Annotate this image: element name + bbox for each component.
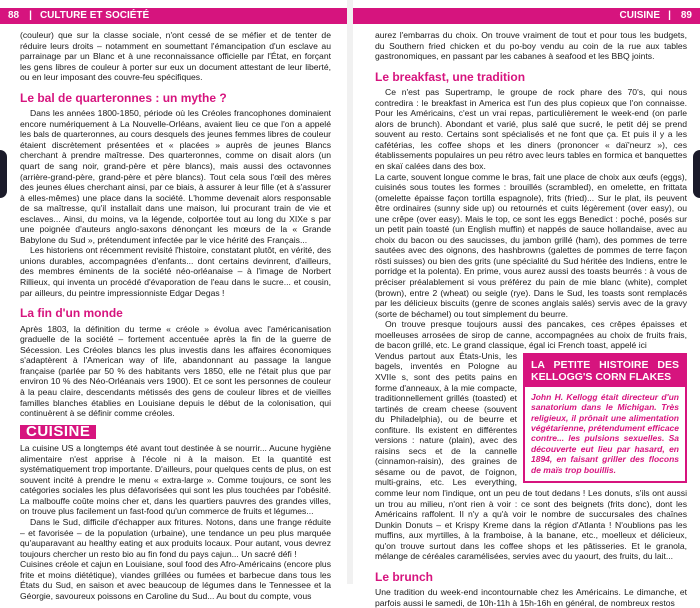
section-heading: Le breakfast, une tradition (375, 69, 526, 84)
paragraph: (couleur) que sur la classe sociale, n'ont cessé de se méfier et de tenter de réduire leurs droits – notamment en soumettant l'émancipation d'un esclave au parrainage par un Blanc et à une reconnaissance officielle par l'État, en forçant les gens libres de couleur à porter sur eux un document attestant de leur liberté, ou en leur imposant des couvre-feu spécifiques. (20, 30, 331, 83)
left-page-column (20, 30, 331, 601)
paragraph: Les historiens ont récemment revisité l'histoire, constatant plutôt, en vérité, des unions durables, accompagnées d'enfants... dont certains devinrent, d'ailleurs, des membres éminents de la société néo-orléanaise – à l'image de Norbert Rillieux, qui inventa un procédé d'évaporation de l'eau dans le sucre... et cousin, par ailleurs, du peintre impressionniste Edgar Degas ! (20, 245, 331, 298)
left-page-number: 88 (8, 10, 20, 21)
paragraph: Vendus partout aux États-Unis, les bagels, inventés en Pologne au XVIIe s, sont des petits pains en forme d'anneaux, à la mie compacte, traditionnellement grillés (toasted) et tartinés de cream cheese (souvent du Philadelphia), ou de beurre et confiture. Ils existent en différentes versions : nature (plain), avec des raisins secs et de la cannelle (cinnamon-raisin), des graines de sésame ou de pavot, de l'oignon, multi-grains, etc. Les everything, comme leur nom l'indique, ont un peu de tout dedans ! Les donuts, s'ils ont aussi un trou au milieu, n'ont rien à voir : ce sont des beignets (frits donc), dont les Américains raffolent. Il n'y a qu'à voir le nombre de succursales des chaînes Dunkin Donuts – et Krispy Kreme dans la région d'Atlanta ! N'oublions pas les muffins, aux myrtilles, à la framboise, à la banane, etc., moelleux et délicieux, qu'on trouve surtout dans les coffee shops et les pâtisseries. Et le granola, mélange de céréales caramélisées, servies avec du yaourt, des fruits, du lait... (375, 350, 687, 562)
section-heading: La fin d'un monde (20, 306, 123, 321)
left-thumb-tab (0, 150, 7, 198)
right-page-column (375, 30, 687, 608)
section-heading: Le bal de quarteronnes : un mythe ? (20, 90, 227, 105)
paragraph: Après 1803, la définition du terme « créole » évolua avec l'américanisation graduelle de la société – fortement accentuée après la fin de la guerre de Sécession. Les Créoles blancs les plus investis dans les affaires économiques s'adaptèrent à l'American way of life, abandonnant au passage la langue française (parlée par 50 % des habitants vers 1850, elle ne l'était plus que par environ 10 % des Néo-Orléanais vers 1900). Et ce sont les personnes de couleur à la peau claire, descendants métissés des gens de couleur libres et de vieilles familles blanches établies en Louisiane depuis le début de la colonisation, qui continuèrent à se définir comme créoles. (20, 323, 331, 419)
paragraph: Cuisines créole et cajun en Louisiane, soul food des Afro-Américains (encore plus frite et moins diététique), viandes grillées ou fumées et barbecue dans tous les États du Sud, en saison et avec beaucoup de légumes dans le Tennessee et la Géorgie, savoureux poissons en Caroline du Sud... Au bout du compte, vous (20, 559, 331, 601)
left-header-bar (0, 8, 347, 24)
right-header-bar (353, 8, 700, 24)
chapter-heading: CUISINE (20, 425, 96, 440)
paragraph: Dans le Sud, difficile d'échapper aux fritures. Notons, dans une frange réduite – et favorisée – de la population (urbaine), une tendance un peu plus marquée qu'auparavant au healthy eating et aux produits locaux. Pour autant, vous devrez toujours chercher un resto bio au fin fond du pays cajun... Un sacré défi ! (20, 516, 331, 559)
paragraph: La cuisine US a longtemps été avant tout destinée à se nourrir... Aucune hygiène alimentaire n'est apprise à l'école ni à la maison. Et la quantité est systématiquement trop importante. D'ailleurs, pour quelques cents de plus, on est souvent incité à prendre le menu « extra-large ». Comme toujours, ce sont les catégories sociales les plus défavorisées qui sont les plus touchées par l'obésité. La malbouffe coûte moins cher et, dans les quartiers pauvres des grandes villes, on trouve plus facilement un fast-food qu'un commerce de fruits et légumes... (20, 443, 331, 517)
paragraph: La carte, souvent longue comme le bras, fait une place de choix aux œufs (eggs), cuisinés sous toutes les formes : brouillés (scrambled), en omelette, en frittata (omelette épaisse façon tortilla espagnole), frits (fried)... Sur le plat, ils peuvent être ordinaires (sunny side up) ou retournés et cuits légèrement (over easy), ou une crêpe (over easy). Mais le top, ce sont les eggs Benedict : poché, posés sur un petit pain toasté (un English muffin) et nappés de sauce hollandaise, avec au choix du bacon ou des saucisses, du jambon grillé (ham), des pommes de terre sautées avec des oignons, des hashbrowns (galettes de pommes de terre façon rösti suisses) ou bien des grits (une spécialité du Sud héritée des Indiens, entre le porridge et la polenta). En prime, vous aurez aussi des toasts beurrés : à vous de préciser préalablement si vous préférez du pain de mie blanc (white), complet (brown), entre 2 (wheat) ou seigle (rye). Dans le Sud, les toasts sont remplacés par les délicieux biscuits (genre de scones anglais salés) servis avec de la gravy (sorte de béchamel) ou tout simplement du beurre. (375, 171, 687, 319)
sidebar-box (523, 353, 687, 483)
paragraph: On trouve presque toujours aussi des pancakes, ces crêpes épaisses et moelleuses arrosées de sirop de canne, accompagnées au choix de fruits frais, de bacon grillé, etc. Le grand classique, égal ici French toast, appelé ici (375, 319, 687, 351)
right-section-title: CUISINE (619, 10, 661, 21)
section-heading: Le brunch (375, 569, 434, 584)
paragraph: aurez l'embarras du choix. On trouve vraiment de tout et pour tous les budgets, du Southern fried chicken et du po-boy vendu au coin de la rue aux tables gastronomiques, en passant par les cabanes à seafood et les BBQ joints. (375, 30, 687, 62)
page-gutter (347, 0, 353, 584)
right-page-number: 89 (680, 10, 692, 21)
paragraph: Une tradition du week-end incontournable chez les Américains. Le dimanche, et parfois aussi le samedi, de 10h-11h à 15h-16h en général, de nombreux restos (375, 587, 687, 608)
sidebar-title: LA PETITE HISTOIRE DES KELLOGG'S CORN FLAKES (525, 355, 685, 387)
paragraph: Ce n'est pas Supertramp, le groupe de rock phare des 70's, qui nous contredira : le breakfast in America est l'un des plus copieux que l'on connaisse. Pour les Américains, c'est un vrai repas, particulièrement le week-end (on parle alors de brunch). Abondant et varié, plus salé que sucré, le petit déj se prend souvent au resto. Certains sont spécialisés et ne font que ça. Et puis il y a les cafétérias, les coffee shops et les diners (prononcer « daï'neurz »), ces établissements populaires un peu rétro avec leurs tables en formica et banquettes en skaï calées dans des box. (375, 87, 687, 172)
left-section-title: CULTURE ET SOCIÉTÉ (39, 10, 150, 21)
header-separator: | (29, 10, 32, 21)
sidebar-body: John H. Kellogg était directeur d'un sanatorium dans le Michigan. Très religieux, il prônait une alimentation végétarienne, prétendument efficace contre... les pulsions sexuelles. Sa découverte eut lieu par hasard, en 1894, en faisant griller des flocons de maïs trop bouillis. (531, 391, 679, 475)
paragraph: Dans les années 1800-1850, période où les Créoles francophones dominaient encore numériquement à La Nouvelle-Orléans, avaient lieu ce que l'on a appelé les bals de quarteronnes, au cours desquels des jeunes femmes libres de couleur étaient discrètement présentées et « placées » auprès de jeunes Blancs cherchant à prendre maîtresse. Des quarteronnes, comme on disait alors (un quart de sang noir, grand-père et père blancs), mais aussi des octavonnes (arrière-grand-père, grand-père et père blancs). Tout cela sous l'œil des mères des jeunes élues cherchant ainsi, par ce biais, à assurer à leur fille (et à s'assurer à elles-mêmes) une place dans la société. L'homme devenait alors responsable de sa maîtresse, qu'il installait dans une maison, lui procurant train de vie et esclaves... Ainsi, du moins, va la légende, colportée tout au long du XIXe s par une poignée d'auteurs anglo-saxons dénonçant les mœurs de la « Grande Babylone du Sud », prétendument infectée par le vice hérité des Français... (20, 108, 331, 245)
header-separator: | (668, 10, 671, 21)
right-thumb-tab (693, 150, 700, 198)
